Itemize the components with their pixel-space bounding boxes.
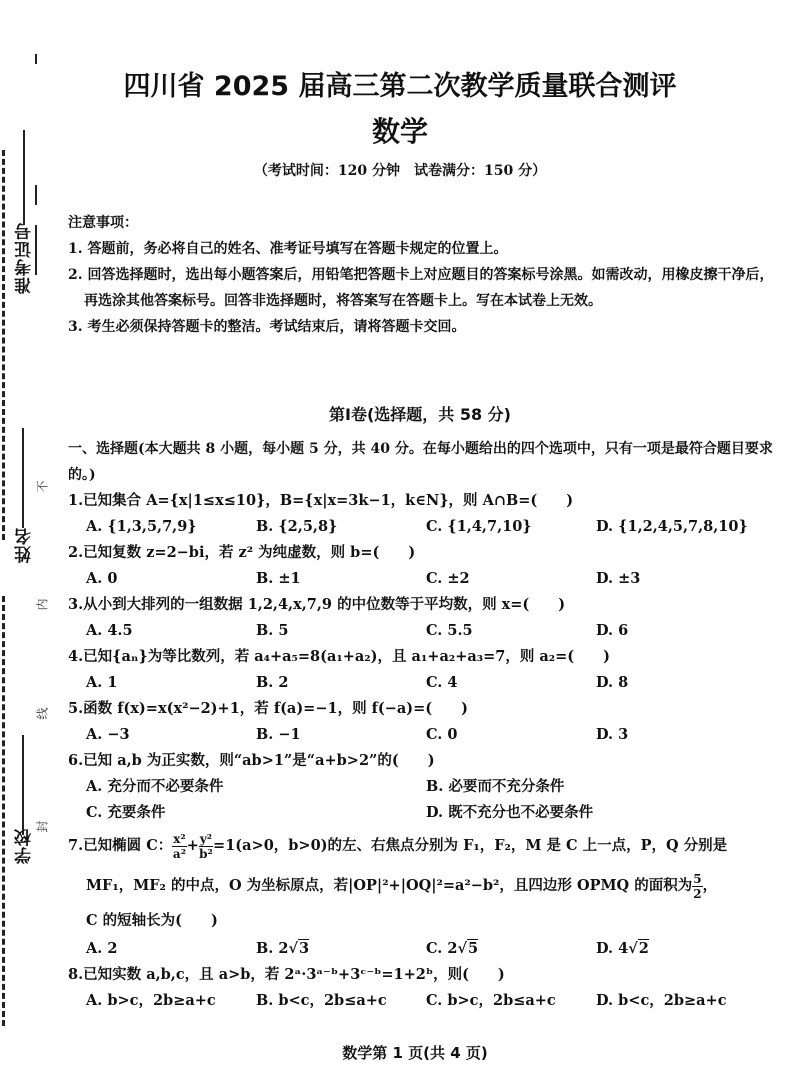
option-a: A. {1,3,5,7,9} <box>86 518 197 535</box>
option-group <box>68 514 788 540</box>
option-c: C. 0 <box>426 726 458 743</box>
option-d: D. 4√2 <box>596 940 649 957</box>
option-c: C. 4 <box>426 674 458 691</box>
margin-tick <box>35 54 37 64</box>
notes-item: 2. 回答选择题时，选出每小题答案后，用铅笔把答题卡上对应题目的答案标号涂黑。如需改动，用橡皮擦干净后，再选涂其他答案标号。回答非选择题时，将答案写在答题卡上。写在本试卷上无效。 <box>68 267 774 309</box>
option-group <box>68 988 788 1014</box>
option-c: C. b>c，2b≤a+c <box>426 992 556 1009</box>
option-c: C. 5.5 <box>426 622 473 639</box>
question-stem: 函数 f(x)=x(x²−2)+1，若 f(a)=−1，则 f(−a)=( ) <box>83 700 468 717</box>
option-a: A. 4.5 <box>86 622 133 639</box>
option-a: A. 1 <box>86 674 118 691</box>
question-1 <box>68 488 788 540</box>
question-number: 2. <box>68 544 84 561</box>
fraction-x2-a2: $\frac{\text{x²}}{\text{a²}}$ <box>172 831 186 861</box>
option-c: C. 2√5 <box>426 940 479 957</box>
question-stem-part: C 的短轴长为( ) <box>86 912 218 929</box>
fraction-y2-b2: $\frac{\text{y²}}{\text{b²}}$ <box>199 831 213 861</box>
question-number: 7. <box>68 837 84 854</box>
question-stem: 已知复数 z=2−bi，若 z² 为纯虚数，则 b=( ) <box>83 544 416 561</box>
option-d: D. 6 <box>596 622 629 639</box>
question-number: 8. <box>68 966 84 983</box>
option-b: B. 必要而不充分条件 <box>426 778 565 795</box>
question-6 <box>68 748 788 826</box>
option-a: A. 2 <box>86 940 118 957</box>
exam-title: 四川省 2025 届高三第二次教学质量联合测评 <box>123 71 677 102</box>
name-underline <box>22 428 24 528</box>
option-b: B. {2,5,8} <box>256 518 338 535</box>
option-c: C. 充要条件 <box>86 804 166 821</box>
option-group <box>68 722 788 748</box>
question-stem: 已知实数 a,b,c，且 a>b，若 2ᵃ·3ᵃ⁻ᵇ+3ᶜ⁻ᵇ=1+2ᵇ，则( ) <box>83 966 505 983</box>
option-a: A. 充分而不必要条件 <box>86 778 224 795</box>
option-group <box>68 670 788 696</box>
question-number: 3. <box>68 596 84 613</box>
option-d: D. 3 <box>596 726 629 743</box>
question-8 <box>68 962 788 1014</box>
option-a: A. 0 <box>86 570 118 587</box>
seal-mark-4: 封 <box>35 820 50 833</box>
question-number: 5. <box>68 700 84 717</box>
notes-section <box>68 210 780 340</box>
question-stem-part: MF₁，MF₂ 的中点，O 为坐标原点，若|OP|²+|OQ|²=a²−b²，且四边形 OPMQ 的面积为 <box>86 877 693 894</box>
question-number: 4. <box>68 648 84 665</box>
question-stem-part: 已知椭圆 C： <box>83 837 173 854</box>
option-c: C. ±2 <box>426 570 470 587</box>
option-b: B. b<c，2b≤a+c <box>256 992 387 1009</box>
question-stem: 已知集合 A={x|1≤x≤10}，B={x|x=3k−1，k∈N}，则 A∩B=( ) <box>83 492 574 509</box>
notes-item: 1. 答题前，务必将自己的姓名、准考证号填写在答题卡规定的位置上。 <box>68 241 508 257</box>
option-c: C. {1,4,7,10} <box>426 518 532 535</box>
option-group <box>68 566 788 592</box>
option-b: B. 2 <box>256 674 289 691</box>
question-3 <box>68 592 788 644</box>
school-label: 学校 <box>15 828 35 864</box>
question-number: 1. <box>68 492 84 509</box>
seal-mark-3: 线 <box>35 707 50 720</box>
option-b: B. 2√3 <box>256 940 310 957</box>
option-d: D. {1,2,4,5,7,8,10} <box>596 518 748 535</box>
option-d: D. 8 <box>596 674 629 691</box>
name-label: 姓名 <box>15 527 35 563</box>
exam-id-label: 准考证号 <box>15 222 35 294</box>
page-footer: 数学第 1 页(共 4 页) <box>342 1044 488 1062</box>
option-a: A. b>c，2b≥a+c <box>86 992 216 1009</box>
notes-item: 3. 考生必须保持答题卡的整洁。考试结束后，请将答题卡交回。 <box>68 319 466 335</box>
fraction-5-2: $\frac{5}{2}$ <box>693 871 702 901</box>
option-a: A. −3 <box>86 726 130 743</box>
option-b: B. 5 <box>256 622 289 639</box>
option-b: B. −1 <box>256 726 301 743</box>
question-5 <box>68 696 788 748</box>
margin-tick <box>35 185 37 205</box>
option-group <box>68 936 788 962</box>
option-group <box>68 618 788 644</box>
option-group <box>68 800 788 826</box>
question-stem-part: =1(a>0，b>0)的左、右焦点分别为 F₁，F₂，M 是 C 上一点，P，Q 分别是 <box>213 837 728 854</box>
option-group <box>68 774 788 800</box>
question-stem: 已知{aₙ}为等比数列，若 a₄+a₅=8(a₁+a₂)，且 a₁+a₂+a₃=7，则 a₂=( ) <box>83 648 610 665</box>
seal-mark-2: 内 <box>35 598 50 611</box>
subject-title: 数学 <box>371 115 428 148</box>
option-d: D. ±3 <box>596 570 641 587</box>
school-underline <box>22 735 24 835</box>
section-instructions: 一、选择题(本大题共 8 小题，每小题 5 分，共 40 分。在每小题给出的四个选项中，只有一项是最符合题目要求的。) <box>68 441 773 483</box>
question-number: 6. <box>68 752 84 769</box>
exam-meta: （考试时间：120 分钟 试卷满分：150 分） <box>253 163 547 179</box>
option-b: B. ±1 <box>256 570 301 587</box>
seal-mark-1: 不 <box>35 480 50 493</box>
question-4 <box>68 644 788 696</box>
question-7: 7.已知椭圆 C： $\frac{\text{x²}}{\text{a²}}$ + $\frac{\text{y²}}{\text{b²}}$ =1(a>0，b>0)的左、右焦点分别为 F₁，F₂，M 是 C 上一点，P，Q 分别是 MF₁，MF₂ 的中点，O 为坐标原点，若|OP|²+|OQ|²=a²−b²，且四边形 OPMQ 的面积为 $\frac{5}{2}$ ， C 的短轴长为( ) A. 2 B. 2√3 C. 2√5 D. 4√2 <box>68 826 788 962</box>
question-stem: 从小到大排列的一组数据 1,2,4,x,7,9 的中位数等于平均数，则 x=( ) <box>83 596 566 613</box>
question-2 <box>68 540 788 592</box>
notes-heading: 注意事项： <box>68 215 138 231</box>
question-stem: 已知 a,b 为正实数，则“ab>1”是“a+b>2”的( ) <box>83 752 435 769</box>
cut-line-top <box>2 150 5 540</box>
option-d: D. b<c，2b≥a+c <box>596 992 727 1009</box>
cut-line-bottom <box>2 596 5 1026</box>
questions-list <box>68 488 788 1014</box>
part-title: 第Ⅰ卷(选择题，共 58 分) <box>329 405 511 424</box>
option-d: D. 既不充分也不必要条件 <box>426 804 594 821</box>
